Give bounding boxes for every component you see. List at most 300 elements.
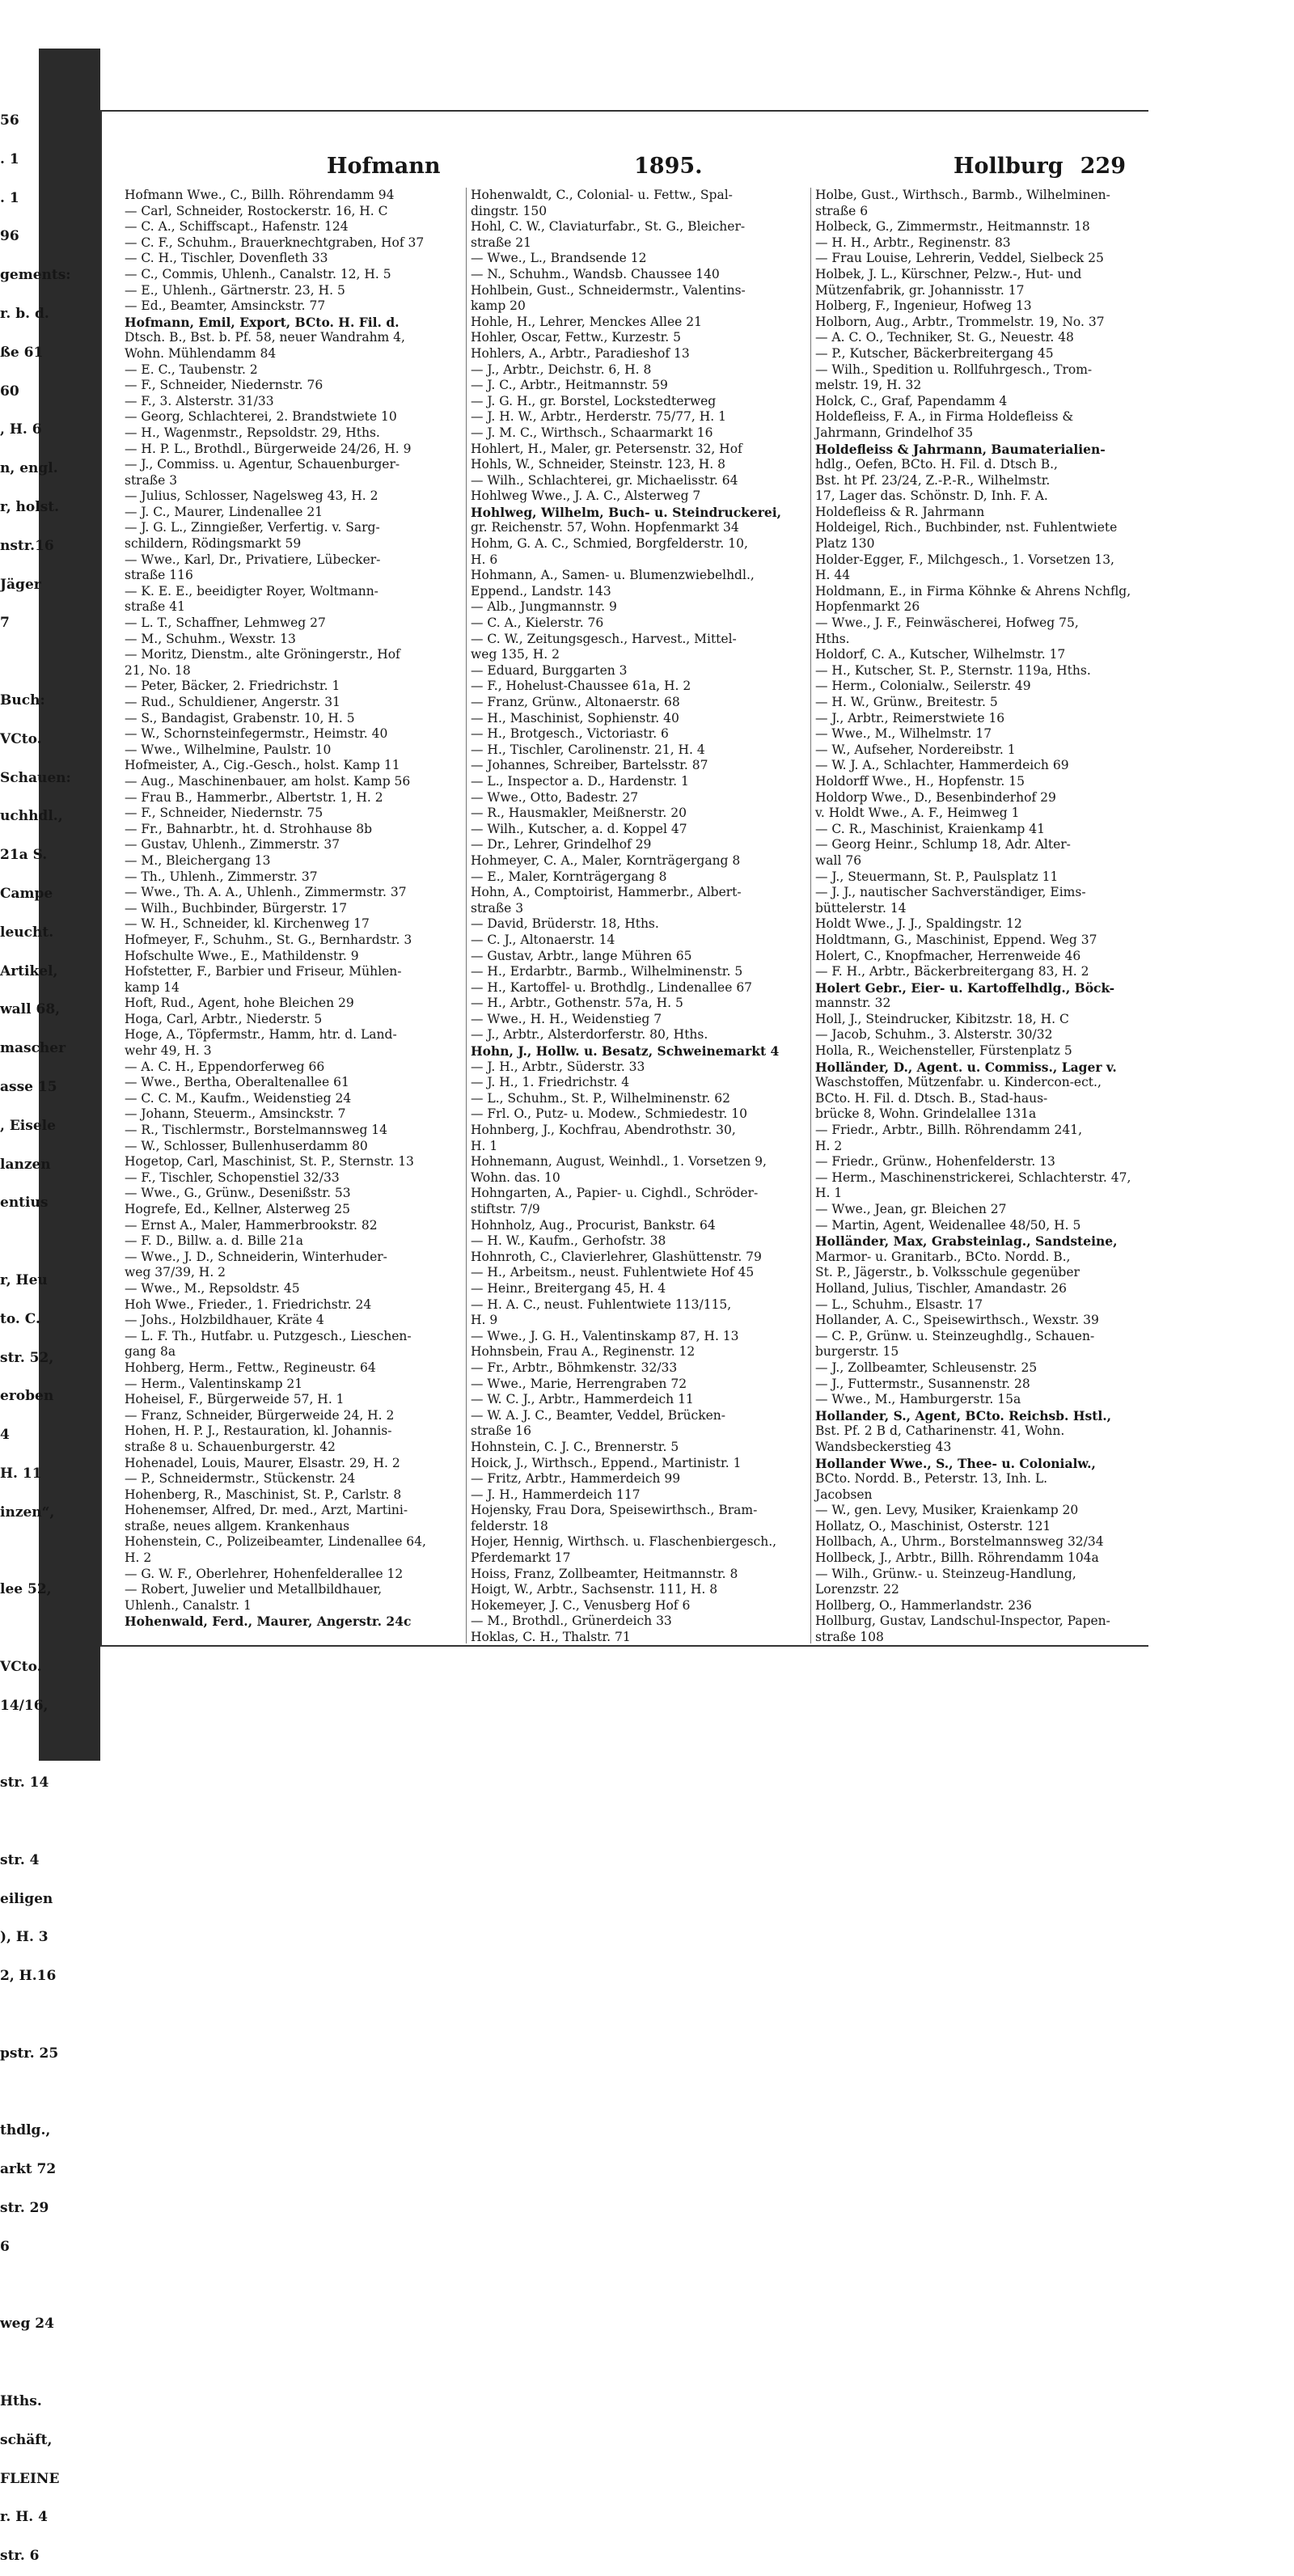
directory-entry: — David, Brüderstr. 18, Hths. <box>471 916 659 932</box>
directory-entry: — W. H., Schneider, kl. Kirchenweg 17 <box>125 916 370 932</box>
page-header <box>133 154 1140 186</box>
directory-entry: Hoga, Carl, Arbtr., Niederstr. 5 <box>125 1011 323 1026</box>
edge-fragment: mascher <box>0 1040 66 1057</box>
edge-fragment: FLEINE <box>0 2470 60 2487</box>
directory-entry: — A. C. H., Eppendorferweg 66 <box>125 1059 325 1074</box>
directory-entry: — J. J., nautischer Sachverständiger, Eims- <box>815 885 1086 900</box>
directory-entry: Hohler, Oscar, Fettw., Kurzestr. 5 <box>471 330 681 345</box>
directory-entry: Hohm, G. A. C., Schmied, Borgfelderstr. 10, <box>471 536 748 552</box>
directory-entry: Marmor- u. Granitarb., BCto. Nordd. B., <box>815 1249 1071 1264</box>
directory-entry: H. 6 <box>471 552 498 567</box>
previous-page-edge <box>0 102 87 2565</box>
directory-entry: Holdeigel, Rich., Buchbinder, nst. Fuhlentwiete <box>815 520 1118 535</box>
directory-entry: — Frl. O., Putz- u. Modew., Schmiedestr. 10 <box>471 1106 747 1122</box>
directory-entry: Holl, J., Steindrucker, Kibitzstr. 18, H. C <box>815 1011 1069 1026</box>
directory-entry: — W., Schornsteinfegermstr., Heimstr. 40 <box>125 726 388 742</box>
column-1 <box>125 188 464 1630</box>
directory-entry: — Johannes, Schreiber, Bartelsstr. 87 <box>471 758 708 773</box>
directory-entry: St. P., Jägerstr., b. Volksschule gegenüber <box>815 1265 1080 1280</box>
directory-entry: Hollbach, A., Uhrm., Borstelmannsweg 32/34 <box>815 1534 1104 1550</box>
edge-fragment: str. 4 <box>0 1851 40 1868</box>
edge-fragment: 4 <box>0 1427 10 1444</box>
directory-entry: BCto. H. Fil. d. Dtsch. B., Stad-haus- <box>815 1090 1048 1106</box>
directory-entry: — Wwe., G., Grünw., Desenißstr. 53 <box>125 1186 351 1201</box>
directory-entry: — F. D., Billw. a. d. Bille 21a <box>125 1233 304 1249</box>
directory-entry: — H. H., Arbtr., Reginenstr. 83 <box>815 235 1011 250</box>
directory-entry: Holdorf, C. A., Kutscher, Wilhelmstr. 17 <box>815 647 1066 662</box>
edge-fragment: VCto. <box>0 1658 42 1675</box>
directory-entry: Hoheisel, F., Bürgerweide 57, H. 1 <box>125 1392 345 1407</box>
edge-fragment: lanzen <box>0 1156 51 1173</box>
directory-entry: — W. A. J. C., Beamter, Veddel, Brücken- <box>471 1407 725 1423</box>
directory-entry: — F., Tischler, Schopenstiel 32/33 <box>125 1170 340 1185</box>
directory-entry: — F., Hohelust-Chaussee 61a, H. 2 <box>471 679 691 694</box>
directory-entry: Holdt Wwe., J. J., Spaldingstr. 12 <box>815 916 1022 932</box>
directory-entry: — Fr., Bahnarbtr., ht. d. Strohhause 8b <box>125 821 373 836</box>
directory-entry: — Friedr., Arbtr., Billh. Röhrendamm 241, <box>815 1123 1083 1138</box>
directory-entry: — H., Kartoffel- u. Brothdlg., Lindenallee 67 <box>471 979 753 995</box>
directory-entry: straße 41 <box>125 599 186 615</box>
directory-entry: — P., Schneidermstr., Stückenstr. 24 <box>125 1471 356 1487</box>
directory-entry: — Julius, Schlosser, Nagelsweg 43, H. 2 <box>125 489 378 504</box>
directory-entry: 21, No. 18 <box>125 662 191 678</box>
directory-entry: — H., Tischler, Carolinenstr. 21, H. 4 <box>471 742 705 757</box>
column-rule <box>466 188 467 1643</box>
directory-entry: Hohberg, Herm., Fettw., Regineustr. 64 <box>125 1360 376 1375</box>
edge-fragment <box>0 2074 87 2113</box>
directory-entry: gr. Reichenstr. 57, Wohn. Hopfenmarkt 34 <box>471 520 739 535</box>
directory-entry: Hohn, A., Comptoirist, Hammerbr., Albert- <box>471 885 742 900</box>
directory-entry: — K. E. E., beeidigter Royer, Woltmann- <box>125 583 378 599</box>
directory-entry: Hohen, H. P. J., Restauration, kl. Johannis- <box>125 1423 392 1439</box>
directory-entry: — Frau B., Hammerbr., Albertstr. 1, H. 2 <box>125 789 383 805</box>
directory-entry: — H. A. C., neust. Fuhlentwiete 113/115, <box>471 1296 732 1312</box>
directory-entry: Hofmeister, A., Cig.-Gesch., holst. Kamp 11 <box>125 758 400 773</box>
edge-fragment: nstr.16 <box>0 537 54 554</box>
directory-entry: — J. C., Maurer, Lindenallee 21 <box>125 504 324 519</box>
directory-entry: — J., Arbtr., Reimerstwiete 16 <box>815 710 1005 725</box>
directory-entry: — F. H., Arbtr., Bäckerbreitergang 83, H. 2 <box>815 964 1089 979</box>
directory-entry: — W., gen. Levy, Musiker, Kraienkamp 20 <box>815 1503 1079 1518</box>
directory-entry: Hohenemser, Alfred, Dr. med., Arzt, Martini- <box>125 1503 408 1518</box>
directory-entry: — Wilh., Spedition u. Rollfuhrgesch., Trom- <box>815 362 1093 377</box>
directory-entry: — R., Tischlermstr., Borstelmannsweg 14 <box>125 1123 388 1138</box>
directory-entry: — E. C., Taubenstr. 2 <box>125 362 258 377</box>
directory-entry: Bst. ht Pf. 23/24, Z.-P.-R., Wilhelmstr. <box>815 472 1051 488</box>
edge-fragment <box>0 1609 87 1648</box>
directory-entry: — Georg Heinr., Schlump 18, Adr. Alter- <box>815 837 1071 852</box>
edge-fragment: asse 15 <box>0 1078 57 1095</box>
directory-entry: — Franz, Grünw., Altonaerstr. 68 <box>471 695 680 709</box>
directory-entry: Hohle, H., Lehrer, Menckes Allee 21 <box>471 314 702 329</box>
running-head-right: Hollburg <box>954 154 1064 179</box>
directory-entry: — C., Commis, Uhlenh., Canalstr. 12, H. 5 <box>125 266 391 281</box>
directory-entry: — Wwe., Wilhelmine, Paulstr. 10 <box>125 742 332 757</box>
directory-entry: Hofmann Wwe., C., Billh. Röhrendamm 94 <box>125 188 395 202</box>
edge-fragment: , H. 6 <box>0 421 42 438</box>
directory-entry: Hohenstein, C., Polizeibeamter, Lindenallee 64, <box>125 1534 426 1550</box>
directory-entry: — Frau Louise, Lehrerin, Veddel, Sielbeck 25 <box>815 251 1104 266</box>
edge-fragment: schäft, <box>0 2431 53 2448</box>
directory-entry: — Johs., Holzbildhauer, Kräte 4 <box>125 1313 324 1328</box>
directory-entry: Hoigt, W., Arbtr., Sachsenstr. 111, H. 8 <box>471 1582 718 1597</box>
directory-entry: — Robert, Juwelier und Metallbildhauer, <box>125 1582 383 1597</box>
directory-entry: — J. H. W., Arbtr., Herderstr. 75/77, H. 1 <box>471 409 727 425</box>
directory-entry: — W., Aufseher, Nordereibstr. 1 <box>815 742 1016 757</box>
edge-fragment: , Eisele <box>0 1117 56 1134</box>
directory-entry: — Wwe., M., Repsoldstr. 45 <box>125 1280 300 1296</box>
directory-entry: — L., Inspector a. D., Hardenstr. 1 <box>471 773 689 789</box>
directory-entry: Hohlbein, Gust., Schneidermstr., Valentins- <box>471 282 746 298</box>
edge-fragment: 96 <box>0 228 19 245</box>
directory-entry: Wandsbeckerstieg 43 <box>815 1439 952 1454</box>
edge-fragment: . 1 <box>0 150 19 167</box>
directory-entry: — E., Maler, Kornträgergang 8 <box>471 869 667 884</box>
directory-entry: — Dr., Lehrer, Grindelhof 29 <box>471 837 652 852</box>
directory-entry: — Wwe., Jean, gr. Bleichen 27 <box>815 1202 1007 1216</box>
directory-entry: — Herm., Valentinskamp 21 <box>125 1376 303 1391</box>
directory-entry: straße 8 u. Schauenburgerstr. 42 <box>125 1439 336 1454</box>
directory-entry: — H., Arbeitsm., neust. Fuhlentwiete Hof 45 <box>471 1265 755 1280</box>
page-number: 229 <box>1080 154 1126 179</box>
directory-entry: — J. G. L., Zinngießer, Verfertig. v. Sarg- <box>125 520 380 535</box>
edge-fragment: str. 6 <box>0 2548 40 2565</box>
edge-fragment <box>0 1223 87 1262</box>
directory-page <box>100 110 1148 1647</box>
edge-fragment <box>0 643 87 682</box>
directory-entry: — C. C. M., Kaufm., Weidenstieg 24 <box>125 1090 352 1106</box>
directory-entry: Holert, C., Knopfmacher, Herrenweide 46 <box>815 948 1081 963</box>
directory-entry: — Gustav, Uhlenh., Zimmerstr. 37 <box>125 837 340 852</box>
directory-entry: — H., Erdarbtr., Barmb., Wilhelminenstr. 5 <box>471 964 743 979</box>
edge-fragment: eiligen <box>0 1890 53 1907</box>
directory-entry: Lorenzstr. 22 <box>815 1582 899 1597</box>
directory-entry: — Gustav, Arbtr., lange Mühren 65 <box>471 948 692 963</box>
directory-entry: — Fritz, Arbtr., Hammerdeich 99 <box>471 1471 681 1487</box>
directory-entry: Jacobsen <box>815 1487 873 1502</box>
directory-entry: Hollberg, O., Hammerlandstr. 236 <box>815 1597 1032 1613</box>
directory-entry: Hoh Wwe., Frieder., 1. Friedrichstr. 24 <box>125 1296 372 1312</box>
directory-entry: Hofstetter, F., Barbier und Friseur, Mühlen- <box>125 964 402 979</box>
edge-fragment: n, engl. <box>0 460 58 477</box>
directory-entry: — M., Schuhm., Wexstr. 13 <box>125 631 296 646</box>
edge-fragment: Schauen: <box>0 769 71 786</box>
directory-entry: Hohnsbein, Frau A., Reginenstr. 12 <box>471 1344 696 1360</box>
edge-fragment: H. 11 <box>0 1465 42 1482</box>
directory-entry: Hojensky, Frau Dora, Speisewirthsch., Bram- <box>471 1503 758 1518</box>
directory-entry: — Martin, Agent, Weidenallee 48/50, H. 5 <box>815 1217 1081 1233</box>
directory-entry: Hofschulte Wwe., E., Mathildenstr. 9 <box>125 948 359 963</box>
directory-entry: — R., Hausmakler, Meißnerstr. 20 <box>471 806 687 821</box>
directory-entry: Hohlweg Wwe., J. A. C., Alsterweg 7 <box>471 489 701 504</box>
directory-entry: Holberg, F., Ingenieur, Hofweg 13 <box>815 298 1032 314</box>
edge-fragment: Campe <box>0 885 53 902</box>
directory-entry: Hths. <box>815 631 850 646</box>
directory-entry: Hohnemann, August, Weinhdl., 1. Vorsetzen 9, <box>471 1154 767 1170</box>
directory-entry: Hohmeyer, C. A., Maler, Kornträgergang 8 <box>471 852 741 868</box>
directory-entry: — J. C., Arbtr., Heitmannstr. 59 <box>471 378 668 393</box>
directory-entry: kamp 14 <box>125 979 180 995</box>
directory-entry: — Ernst A., Maler, Hammerbrookstr. 82 <box>125 1217 378 1233</box>
directory-entry: — F., 3. Alsterstr. 31/33 <box>125 393 274 408</box>
directory-entry: — S., Bandagist, Grabenstr. 10, H. 5 <box>125 710 355 725</box>
directory-entry: straße 6 <box>815 203 869 218</box>
edge-fragment: . 1 <box>0 189 19 206</box>
directory-entry: Hohnroth, C., Clavierlehrer, Glashüttenstr. 79 <box>471 1249 762 1264</box>
directory-entry: — Wwe., M., Wilhelmstr. 17 <box>815 726 992 742</box>
directory-entry: burgerstr. 15 <box>815 1344 899 1360</box>
directory-entry: weg 37/39, H. 2 <box>125 1265 226 1280</box>
edge-fragment: arkt 72 <box>0 2161 57 2178</box>
directory-entry: — Wwe., M., Hamburgerstr. 15a <box>815 1392 1021 1407</box>
directory-entry: — N., Schuhm., Wandsb. Chaussee 140 <box>471 266 720 281</box>
directory-entry: Hollbeck, J., Arbtr., Billh. Röhrendamm 104a <box>815 1550 1099 1566</box>
edge-fragment: leucht. <box>0 924 54 941</box>
edge-fragment: entius <box>0 1195 49 1212</box>
directory-entry: Hoft, Rud., Agent, hohe Bleichen 29 <box>125 996 354 1011</box>
directory-entry: Holdorff Wwe., H., Hopfenstr. 15 <box>815 773 1025 789</box>
directory-entry: BCto. Nordd. B., Peterstr. 13, Inh. L. <box>815 1471 1048 1487</box>
directory-entry: — F., Schneider, Niedernstr. 75 <box>125 806 324 821</box>
directory-entry: Holdefleiss, F. A., in Firma Holdefleiss & <box>815 409 1074 425</box>
directory-entry: — C. A., Schiffscapt., Hafenstr. 124 <box>125 219 349 235</box>
edge-fragment: inzen“, <box>0 1504 55 1521</box>
edge-fragment: 2, H.16 <box>0 1968 57 1985</box>
edge-fragment: r. H. 4 <box>0 2509 48 2526</box>
column-rule <box>810 188 811 1643</box>
directory-entry: Holbe, Gust., Wirthsch., Barmb., Wilhelminen- <box>815 188 1110 202</box>
directory-entry: — Fr., Arbtr., Böhmkenstr. 32/33 <box>471 1360 678 1375</box>
directory-entry: — J., Arbtr., Deichstr. 6, H. 8 <box>471 362 652 377</box>
directory-entry: Hollander, S., Agent, BCto. Reichsb. Hstl., <box>815 1407 1112 1423</box>
directory-entry: — G. W. F., Oberlehrer, Hohenfelderallee 12 <box>125 1566 404 1581</box>
edge-fragment <box>0 1532 87 1571</box>
directory-entry: — P., Kutscher, Bäckerbreitergang 45 <box>815 345 1054 361</box>
directory-entry: Jahrmann, Grindelhof 35 <box>815 425 974 440</box>
directory-entry: — H. W., Grünw., Breitestr. 5 <box>815 695 998 709</box>
directory-entry: Hollatz, O., Maschinist, Osterstr. 121 <box>815 1518 1051 1533</box>
directory-entry: Hohmann, A., Samen- u. Blumenzwiebelhdl., <box>471 568 755 583</box>
directory-entry: — Wwe., Marie, Herrengraben 72 <box>471 1376 687 1391</box>
directory-entry: Hohenwald, Ferd., Maurer, Angerstr. 24c <box>125 1614 412 1630</box>
directory-entry: Holdmann, E., in Firma Köhnke & Ahrens Nchflg, <box>815 583 1131 599</box>
edge-fragment: to. C. <box>0 1310 40 1327</box>
edge-fragment: gements: <box>0 267 71 284</box>
directory-entry: Hogetop, Carl, Maschinist, St. P., Sternstr. 13 <box>125 1154 414 1170</box>
directory-entry: — Wwe., J. D., Schneiderin, Winterhuder- <box>125 1249 387 1264</box>
directory-entry: Holla, R., Weichensteller, Fürstenplatz 5 <box>815 1043 1072 1059</box>
directory-entry: Pferdemarkt 17 <box>471 1550 571 1566</box>
directory-entry: hdlg., Oefen, BCto. H. Fil. d. Dtsch B., <box>815 457 1058 472</box>
directory-entry: — A. C. O., Techniker, St. G., Neuestr. 48 <box>815 330 1074 345</box>
directory-entry: Holborn, Aug., Arbtr., Trommelstr. 19, No. 37 <box>815 314 1105 329</box>
directory-entry: Hofmeyer, F., Schuhm., St. G., Bernhardstr. 3 <box>125 932 412 947</box>
directory-entry: — H., Arbtr., Gothenstr. 57a, H. 5 <box>471 996 683 1011</box>
directory-entry: Eppend., Landstr. 143 <box>471 583 611 599</box>
directory-entry: Hohnstein, C. J. C., Brennerstr. 5 <box>471 1439 679 1454</box>
directory-entry: Bst. Pf. 2 B d, Catharinenstr. 41, Wohn. <box>815 1423 1065 1439</box>
directory-entry: — L. F. Th., Hutfabr. u. Putzgesch., Lieschen- <box>125 1328 412 1343</box>
directory-entry: — L., Schuhm., St. P., Wilhelminenstr. 62 <box>471 1090 730 1106</box>
directory-entry: H. 2 <box>125 1550 152 1566</box>
directory-entry: Hoge, A., Töpfermstr., Hamm, htr. d. Land- <box>125 1027 397 1043</box>
directory-entry: — Th., Uhlenh., Zimmerstr. 37 <box>125 869 318 884</box>
directory-entry: Hoiss, Franz, Zollbeamter, Heitmannstr. 8 <box>471 1566 738 1581</box>
directory-entry: Hopfenmarkt 26 <box>815 599 920 615</box>
directory-entry: kamp 20 <box>471 298 526 314</box>
directory-entry: Hoick, J., Wirthsch., Eppend., Martinistr. 1 <box>471 1455 742 1470</box>
directory-entry: — E., Uhlenh., Gärtnerstr. 23, H. 5 <box>125 282 345 298</box>
directory-entry: straße 16 <box>471 1423 532 1439</box>
directory-entry: melstr. 19, H. 32 <box>815 378 922 393</box>
directory-entry: — Herm., Maschinenstrickerei, Schlachterstr. 47, <box>815 1170 1131 1185</box>
directory-entry: — Wilh., Buchbinder, Bürgerstr. 17 <box>125 900 348 916</box>
directory-entry: — J., Futtermstr., Susannenstr. 28 <box>815 1376 1030 1391</box>
column-3 <box>815 188 1148 1645</box>
edge-fragment: 6 <box>0 2238 10 2255</box>
directory-entry: Platz 130 <box>815 536 875 552</box>
directory-entry: — Wwe., J. G. H., Valentinskamp 87, H. 13 <box>471 1328 739 1343</box>
directory-entry: — Friedr., Grünw., Hohenfelderstr. 13 <box>815 1154 1055 1170</box>
directory-entry: — W. J. A., Schlachter, Hammerdeich 69 <box>815 758 1069 773</box>
directory-entry: — J. H., Arbtr., Süderstr. 33 <box>471 1059 645 1074</box>
directory-entry: straße 21 <box>471 235 532 250</box>
edge-fragment: Jäger <box>0 576 41 593</box>
directory-entry: — C. H., Tischler, Dovenfleth 33 <box>125 251 328 266</box>
running-head-left: Hofmann <box>327 154 441 179</box>
directory-entry: Hogrefe, Ed., Kellner, Alsterweg 25 <box>125 1202 351 1216</box>
edge-fragment: Artikel, <box>0 962 58 979</box>
edge-fragment: 56 <box>0 112 19 129</box>
edge-fragment: Hths. <box>0 2393 42 2410</box>
directory-entry: Hohlers, A., Arbtr., Paradieshof 13 <box>471 345 690 361</box>
directory-entry: weg 135, H. 2 <box>471 647 560 662</box>
directory-entry: Hohngarten, A., Papier- u. Cighdl., Schröder- <box>471 1186 759 1201</box>
directory-entry: Hohn, J., Hollw. u. Besatz, Schweinemarkt 4 <box>471 1043 780 1060</box>
edge-fragment: weg 24 <box>0 2316 54 2333</box>
directory-entry: Hohenwaldt, C., Colonial- u. Fettw., Spal- <box>471 188 733 202</box>
directory-entry: schildern, Rödingsmarkt 59 <box>125 536 302 552</box>
edge-fragment: ße 61 <box>0 344 44 361</box>
directory-entry: Holländer, Max, Grabsteinlag., Sandsteine, <box>815 1233 1118 1250</box>
directory-entry: — C. W., Zeitungsgesch., Harvest., Mittel- <box>471 631 737 646</box>
directory-entry: H. 2 <box>815 1138 843 1153</box>
directory-entry: — J. M. C., Wirthsch., Schaarmarkt 16 <box>471 425 713 440</box>
edge-fragment: r. b. d. <box>0 305 49 322</box>
directory-entry: Holdefleiss & R. Jahrmann <box>815 504 985 519</box>
directory-entry: — J., Commiss. u. Agentur, Schauenburger- <box>125 457 400 472</box>
edge-fragment: str. 14 <box>0 1774 49 1791</box>
directory-entry: — W. C. J., Arbtr., Hammerdeich 11 <box>471 1392 694 1407</box>
directory-entry: wehr 49, H. 3 <box>125 1043 212 1059</box>
directory-entry: — F., Schneider, Niedernstr. 76 <box>125 378 324 393</box>
directory-entry: — Peter, Bäcker, 2. Friedrichstr. 1 <box>125 679 340 694</box>
directory-entry: gang 8a <box>125 1344 176 1360</box>
directory-entry: Holdefleiss & Jahrmann, Baumaterialien- <box>815 441 1106 457</box>
directory-entry: — L., Schuhm., Elsastr. 17 <box>815 1296 983 1312</box>
directory-entry: Hohenberg, R., Maschinist, St. P., Carlstr. 8 <box>125 1487 402 1502</box>
directory-entry: — L. T., Schaffner, Lehmweg 27 <box>125 615 326 631</box>
directory-entry: — H. W., Kaufm., Gerhofstr. 38 <box>471 1233 666 1249</box>
directory-entry: — H., Kutscher, St. P., Sternstr. 119a, Hths. <box>815 662 1091 678</box>
edge-fragment: eroben <box>0 1388 54 1405</box>
edge-fragment <box>0 1803 87 1842</box>
directory-entry: H. 44 <box>815 568 851 583</box>
directory-entry: Holdtmann, G., Maschinist, Eppend. Weg 37 <box>815 932 1097 947</box>
directory-entry: Holbek, J. L., Kürschner, Pelzw.-, Hut- und <box>815 266 1082 281</box>
directory-entry: H. 1 <box>815 1186 843 1201</box>
directory-entry: Wohn. Mühlendamm 84 <box>125 345 277 361</box>
edge-fragment: r, Heu <box>0 1271 48 1288</box>
directory-entry: — Wwe., Bertha, Oberaltenallee 61 <box>125 1075 349 1090</box>
directory-entry: Hohl, C. W., Claviaturfabr., St. G., Bleicher- <box>471 219 746 235</box>
directory-entry: — J. H., Hammerdeich 117 <box>471 1487 641 1502</box>
edge-fragment: lee 52, <box>0 1581 52 1598</box>
edge-fragment: wall 68, <box>0 1001 61 1018</box>
directory-entry: — J. H., 1. Friedrichstr. 4 <box>471 1075 630 1090</box>
edge-fragment: 14/16, <box>0 1697 49 1714</box>
directory-entry: — Wwe., Otto, Badestr. 27 <box>471 789 639 805</box>
directory-entry: — J., Steuermann, St. P., Paulsplatz 11 <box>815 869 1059 884</box>
directory-entry: Uhlenh., Canalstr. 1 <box>125 1597 252 1613</box>
directory-entry: — Carl, Schneider, Rostockerstr. 16, H. C <box>125 203 388 218</box>
directory-entry: Holdorp Wwe., D., Besenbinderhof 29 <box>815 789 1056 805</box>
directory-entry: — Jacob, Schuhm., 3. Alsterstr. 30/32 <box>815 1027 1053 1043</box>
edge-fragment: 7 <box>0 615 10 632</box>
directory-entry: straße 3 <box>471 900 524 916</box>
edge-fragment <box>0 1996 87 2035</box>
directory-entry: straße 108 <box>815 1630 884 1645</box>
directory-entry: Holbeck, G., Zimmermstr., Heitmannstr. 18 <box>815 219 1090 235</box>
directory-entry: H. 9 <box>471 1313 498 1328</box>
directory-entry: straße, neues allgem. Krankenhaus <box>125 1518 350 1533</box>
directory-entry: — Wwe., J. F., Feinwäscherei, Hofweg 75, <box>815 615 1079 631</box>
edge-fragment: uchhdl., <box>0 808 63 825</box>
directory-entry: — Ed., Beamter, Amsinckstr. 77 <box>125 298 326 314</box>
directory-entry: Hojer, Hennig, Wirthsch. u. Flaschenbiergesch., <box>471 1534 777 1550</box>
directory-entry: — M., Bleichergang 13 <box>125 852 271 868</box>
directory-entry: — Alb., Jungmannstr. 9 <box>471 599 617 615</box>
directory-entry: — J., Arbtr., Alsterdorferstr. 80, Hths. <box>471 1027 708 1043</box>
directory-entry: Hokemeyer, J. C., Venusberg Hof 6 <box>471 1597 691 1613</box>
directory-entry: — Johann, Steuerm., Amsinckstr. 7 <box>125 1106 346 1122</box>
directory-entry: Dtsch. B., Bst. b. Pf. 58, neuer Wandrahm 4, <box>125 330 405 345</box>
directory-entry: — C. F., Schuhm., Brauerknechtgraben, Hof 37 <box>125 235 425 250</box>
directory-entry: — Moritz, Dienstm., alte Gröningerstr., Hof <box>125 647 400 662</box>
directory-entry: — Franz, Schneider, Bürgerweide 24, H. 2 <box>125 1407 395 1423</box>
directory-entry: — Heinr., Breitergang 45, H. 4 <box>471 1280 666 1296</box>
directory-entry: — H., Wagenmstr., Repsoldstr. 29, Hths. <box>125 425 380 440</box>
edge-fragment: 21a S. <box>0 847 48 864</box>
directory-entry: — Wwe., Karl, Dr., Privatiere, Lübecker- <box>125 552 381 567</box>
directory-entry: Hohenadel, Louis, Maurer, Elsastr. 29, H. 2 <box>125 1455 400 1470</box>
directory-entry: Hollburg, Gustav, Landschul-Inspector, Papen- <box>815 1614 1110 1629</box>
directory-entry: Hoklas, C. H., Thalstr. 71 <box>471 1630 631 1645</box>
directory-entry: — Herm., Colonialw., Seilerstr. 49 <box>815 679 1031 694</box>
directory-entry: — C. J., Altonaerstr. 14 <box>471 932 615 947</box>
directory-entry: Hollander Wwe., S., Thee- u. Colonialw., <box>815 1455 1096 1471</box>
directory-entry: — Wilh., Schlachterei, gr. Michaelisstr. 64 <box>471 472 738 488</box>
directory-entry: Hollander, A. C., Speisewirthsch., Wexstr. 39 <box>815 1313 1099 1328</box>
directory-entry: — C. P., Grünw. u. Steinzeughdlg., Schauen- <box>815 1328 1095 1343</box>
edge-fragment: str. 52, <box>0 1349 54 1366</box>
directory-entry: — Rud., Schuldiener, Angerstr. 31 <box>125 695 340 709</box>
directory-entry: — C. A., Kielerstr. 76 <box>471 615 604 631</box>
edge-fragment <box>0 2344 87 2383</box>
edge-fragment: VCto. <box>0 730 42 747</box>
directory-entry: — M., Brothdl., Grünerdeich 33 <box>471 1614 672 1629</box>
directory-entry: — Wwe., L., Brandsende 12 <box>471 251 647 266</box>
